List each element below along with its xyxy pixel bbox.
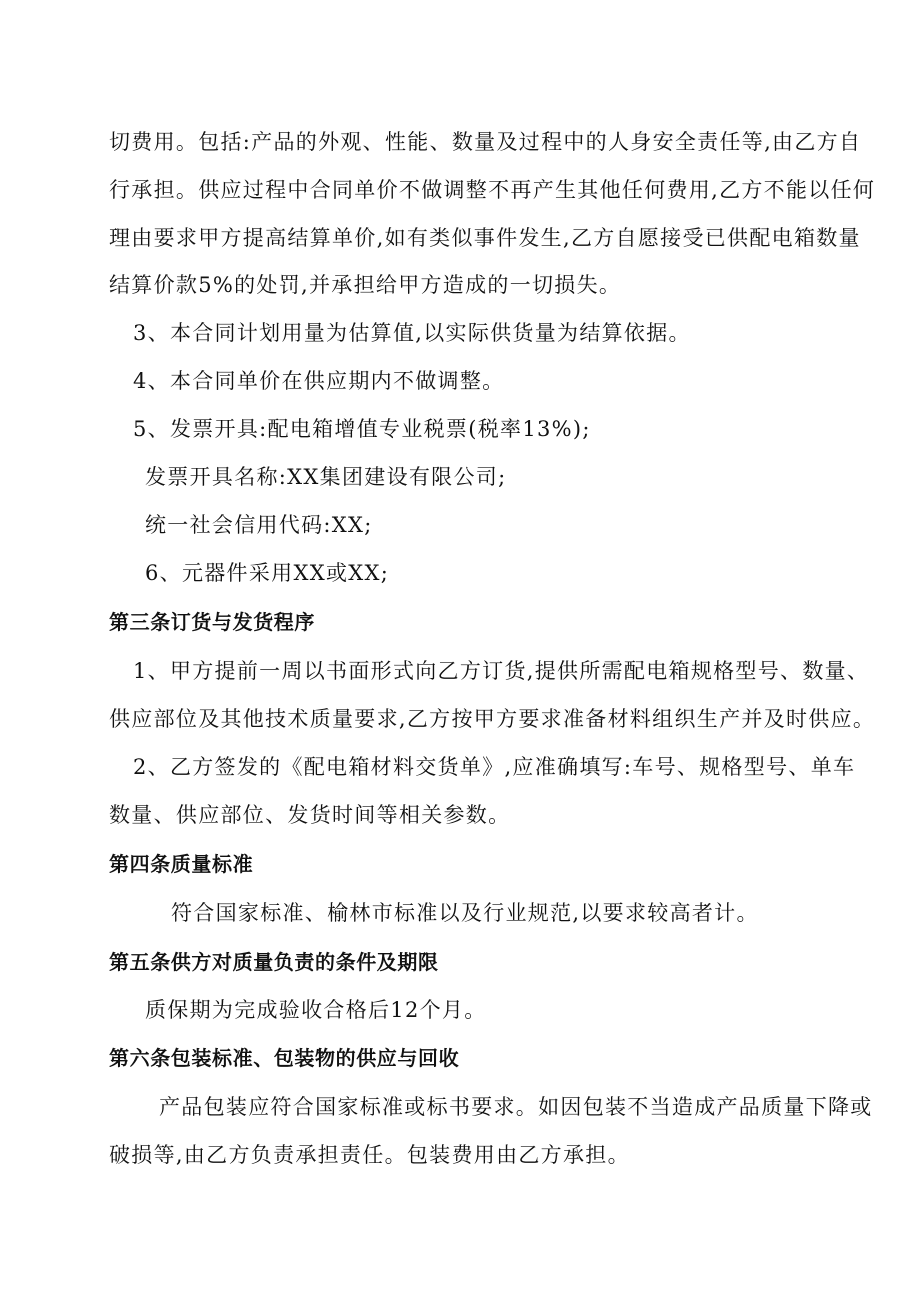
paragraph-line: 1、甲方提前一周以书面形式向乙方订货,提供所需配电箱规格型号、数量、 bbox=[133, 659, 870, 683]
clause-item-5: 5、发票开具:配电箱增值专业税票(税率13%); bbox=[133, 417, 591, 441]
section-heading-article-5: 第五条供方对质量负责的条件及期限 bbox=[109, 950, 439, 974]
credit-code-line: 统一社会信用代码:XX; bbox=[145, 513, 373, 537]
clause-item-3: 3、本合同计划用量为估算值,以实际供货量为结算依据。 bbox=[133, 321, 691, 345]
section-heading-article-3: 第三条订货与发货程序 bbox=[109, 610, 315, 634]
paragraph-line: 切费用。包括:产品的外观、性能、数量及过程中的人身安全责任等,由乙方自 bbox=[109, 130, 862, 154]
invoice-name-line: 发票开具名称:XX集团建设有限公司; bbox=[145, 465, 507, 489]
paragraph-line: 行承担。供应过程中合同单价不做调整不再产生其他任何费用,乙方不能以任何 bbox=[109, 178, 876, 202]
paragraph-line: 数量、供应部位、发货时间等相关参数。 bbox=[109, 803, 511, 827]
section-heading-article-6: 第六条包装标准、包装物的供应与回收 bbox=[109, 1046, 460, 1070]
clause-item-6: 6、元器件采用XX或XX; bbox=[145, 561, 390, 585]
paragraph-line: 破损等,由乙方负责承担责任。包装费用由乙方承担。 bbox=[109, 1143, 630, 1167]
paragraph-line: 理由要求甲方提高结算单价,如有类似事件发生,乙方自愿接受已供配电箱数量 bbox=[109, 226, 861, 250]
clause-item-4: 4、本合同单价在供应期内不做调整。 bbox=[133, 369, 505, 393]
paragraph-line: 供应部位及其他技术质量要求,乙方按甲方要求准备材料组织生产并及时供应。 bbox=[109, 707, 876, 731]
section-heading-article-4: 第四条质量标准 bbox=[109, 852, 254, 876]
paragraph-line: 结算价款5%的处罚,并承担给甲方造成的一切损失。 bbox=[109, 273, 622, 297]
paragraph-line: 质保期为完成验收合格后12个月。 bbox=[145, 998, 487, 1022]
paragraph-line: 产品包装应符合国家标准或标书要求。如因包装不当造成产品质量下降或 bbox=[159, 1095, 873, 1119]
paragraph-line: 2、乙方签发的《配电箱材料交货单》,应准确填写:车号、规格型号、单车 bbox=[133, 755, 856, 779]
paragraph-line: 符合国家标准、榆林市标准以及行业规范,以要求较高者计。 bbox=[171, 901, 759, 925]
